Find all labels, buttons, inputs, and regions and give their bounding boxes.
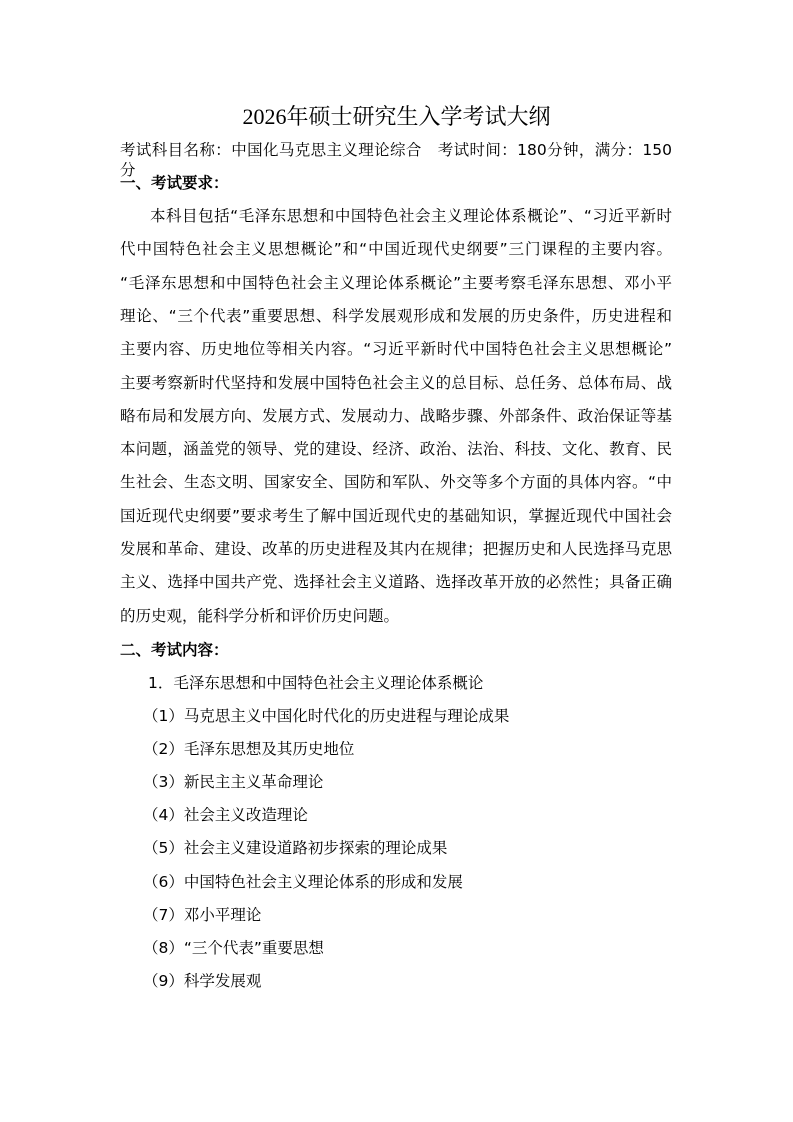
paragraph-line: 本科目包括“毛泽东思想和中国特色社会主义理论体系概论”、“习近平新时 <box>150 207 672 225</box>
paragraph-line: 代中国特色社会主义思想概论”和“中国近现代史纲要”三门课程的主要内容。 <box>120 240 672 259</box>
list-item: （3）新民主主义革命理论 <box>143 773 324 792</box>
list-item: （5）社会主义建设道路初步探索的理论成果 <box>143 839 448 858</box>
paragraph-line: 本问题，涵盖党的领导、党的建设、经济、政治、法治、科技、文化、教育、民 <box>120 440 672 459</box>
list-item: （2）毛泽东思想及其历史地位 <box>143 740 355 759</box>
exam-meta: 考试科目名称：中国化马克思主义理论综合 考试时间：180分钟，满分：150分 <box>120 141 672 179</box>
paragraph-line: 国近现代史纲要”要求考生了解中国近现代史的基础知识，掌握近现代中国社会 <box>120 506 672 525</box>
list-item: （6）中国特色社会主义理论体系的形成和发展 <box>143 872 463 891</box>
content-part-1: 1．毛泽东思想和中国特色社会主义理论体系概论 <box>148 674 484 692</box>
list-item: （7）邓小平理论 <box>143 905 262 924</box>
list-item: （4）社会主义改造理论 <box>143 806 308 825</box>
section-2-heading: 二、考试内容： <box>120 641 229 659</box>
paragraph-line: 发展和革命、建设、改革的历史进程及其内在规律；把握历史和人民选择马克思 <box>120 540 672 558</box>
document-title: 2026年硕士研究生入学考试大纲 <box>242 104 551 129</box>
list-item: （9）科学发展观 <box>143 971 262 990</box>
paragraph-line: 主义、选择中国共产党、选择社会主义道路、选择改革开放的必然性；具备正确 <box>120 573 672 592</box>
paragraph-line: 理论、“三个代表”重要思想、科学发展观形成和发展的历史条件，历史进程和 <box>120 306 672 325</box>
section-1-heading: 一、考试要求： <box>120 174 229 192</box>
paragraph-line: 生社会、生态文明、国家安全、国防和军队、外交等多个方面的具体内容。“中 <box>120 473 672 492</box>
paragraph-line: 主要内容、历史地位等相关内容。“习近平新时代中国特色社会主义思想概论” <box>120 340 672 359</box>
list-item: （1）马克思主义中国化时代化的历史进程与理论成果 <box>143 707 510 725</box>
paragraph-line: “毛泽东思想和中国特色社会主义理论体系概论”主要考察毛泽东思想、邓小平 <box>120 273 672 292</box>
paragraph-line: 的历史观，能科学分析和评价历史问题。 <box>120 606 400 625</box>
paragraph-line: 主要考察新时代坚持和发展中国特色社会主义的总目标、总任务、总体布局、战 <box>120 373 672 392</box>
list-item: （8）“三个代表”重要思想 <box>143 938 324 957</box>
paragraph-line: 略布局和发展方向、发展方式、发展动力、战略步骤、外部条件、政治保证等基 <box>120 406 672 425</box>
